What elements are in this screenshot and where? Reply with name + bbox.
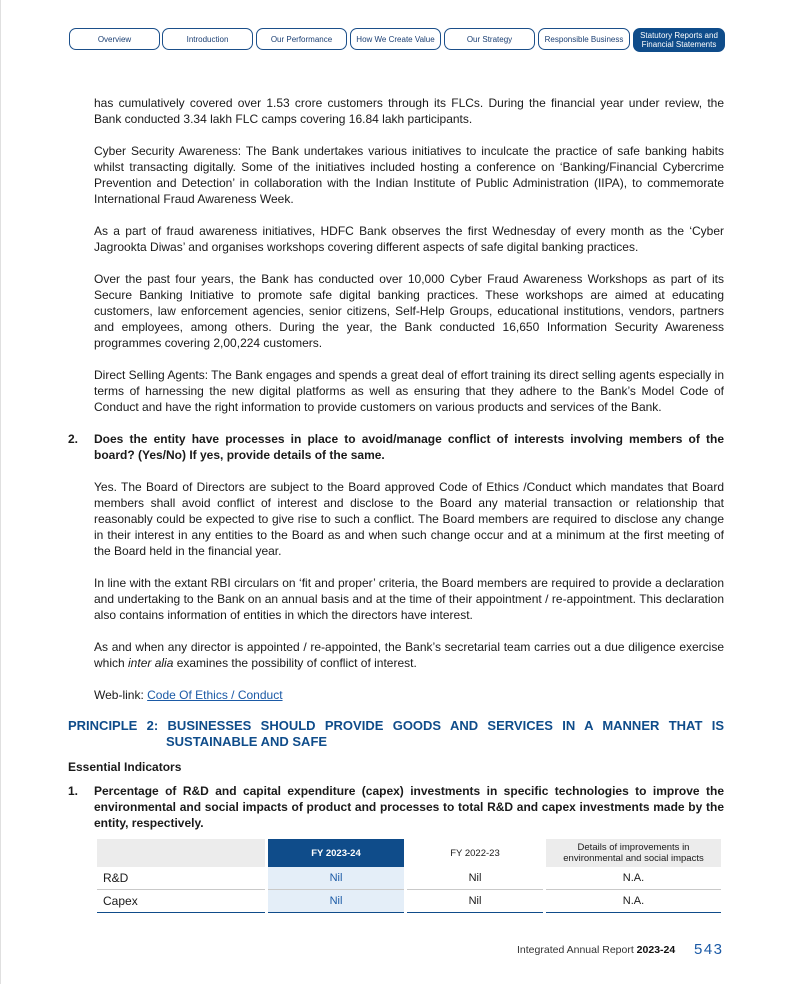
table-header-fy2024: FY 2023-24 xyxy=(268,839,404,867)
tab-overview[interactable]: Overview xyxy=(69,28,160,50)
tab-our-performance[interactable]: Our Performance xyxy=(256,28,347,50)
tab-how-we-create-value[interactable]: How We Create Value xyxy=(350,28,441,50)
principle-line-1: PRINCIPLE 2: BUSINESSES SHOULD PROVIDE GOODS AND SERVICES IN A MANNER THAT IS xyxy=(68,718,724,733)
page-edge xyxy=(0,0,1,984)
paragraph-text: Yes. The Board of Directors are subject to the Board approved Code of Ethics /Conduct which mandates that Board members shall avoid conflict of interest and disclose to the Board any material transaction or relationship that reasonably could be expected to give rise to such a conflict. The Board members are required to disclose any change in their interest in any entities to the Board as and when such change occur and at a minimum at the first meeting of the Board held in the financial year. xyxy=(94,480,724,558)
answer-2-para-2 xyxy=(94,575,724,623)
table-cell: Nil xyxy=(268,867,404,890)
question-number: 2. xyxy=(68,432,79,446)
table-header-blank xyxy=(97,839,265,867)
weblink-label: Web-link: xyxy=(94,688,148,702)
tab-statutory-reports[interactable] xyxy=(633,28,725,52)
footer-text: Integrated Annual Report xyxy=(517,944,637,956)
paragraph-workshops xyxy=(94,271,724,351)
table-cell: N.A. xyxy=(546,890,721,913)
paragraph-text: As a part of fraud awareness initiatives, HDFC Bank observes the first Wednesday of every month as the ‘Cyber Jagrookta Diwas’ and organises workshops covering different aspects of safe digital banking practices. xyxy=(94,224,724,254)
tab-introduction[interactable]: Introduction xyxy=(162,28,253,50)
table-cell: Nil xyxy=(407,890,543,913)
essential-indicators-heading: Essential Indicators xyxy=(68,760,182,774)
table-cell: Capex xyxy=(97,890,265,913)
paragraph-text: In line with the extant RBI circulars on ‘fit and proper’ criteria, the Board members are required to provide a declaration and undertaking to the Bank on an annual basis and at the time of their appointment / re-appointment. This declaration also contains information of entities in which the directors have interest. xyxy=(94,576,724,622)
paragraph-cyber-security xyxy=(94,143,724,207)
paragraph-text: As and when any director is appointed / re-appointed, the Bank’s secretarial team carries out a due diligence exercise which xyxy=(94,640,724,670)
tab-our-strategy[interactable]: Our Strategy xyxy=(444,28,535,50)
answer-2-para-1 xyxy=(94,479,724,559)
table-header-fy2023: FY 2022-23 xyxy=(407,839,543,867)
paragraph-text: examines the possibility of conflict of interest. xyxy=(173,656,417,670)
question-text: Does the entity have processes in place to avoid/manage conflict of interests involving members of the board? (Yes/No) If yes, provide details of the same. xyxy=(94,432,724,462)
table-row xyxy=(97,890,721,913)
table-cell: Nil xyxy=(268,890,404,913)
table-header-details: Details of improvements in environmental and social impacts xyxy=(546,839,721,867)
question-2 xyxy=(68,431,724,463)
table-cell: Nil xyxy=(407,867,543,890)
code-of-ethics-link[interactable]: Code Of Ethics / Conduct xyxy=(147,688,283,702)
question-1 xyxy=(68,783,724,831)
paragraph-text: Over the past four years, the Bank has conducted over 10,000 Cyber Fraud Awareness Workshops as part of its Secure Banking Initiative to promote safe digital banking practices. These workshops are aimed at educating customers, law enforcement agencies, senior citizens, Self-Help Groups, educational institutions, vendors, partners and employees, among others. During the year, the Bank conducted 16,650 Information Security Awareness programmes covering 2,00,224 customers. xyxy=(94,272,724,350)
footer-year: 2023-24 xyxy=(636,944,676,956)
question-text: Percentage of R&D and capital expenditure (capex) investments in specific technologies to improve the environmental and social impacts of product and processes to total R&D and capex investments made by the entity, respectively. xyxy=(94,784,724,830)
tab-responsible-business[interactable]: Responsible Business xyxy=(538,28,630,50)
paragraph-text: has cumulatively covered over 1.53 crore customers through its FLCs. During the financial year under review, the Bank conducted 3.34 lakh FLC camps covering 16.84 lakh participants. xyxy=(94,96,724,126)
question-number: 1. xyxy=(68,784,79,798)
tab-statutory-line1: Statutory Reports and xyxy=(640,31,718,40)
page-number: 543 xyxy=(694,941,724,958)
principle-line-2: SUSTAINABLE AND SAFE xyxy=(166,734,328,749)
principle-2-heading xyxy=(68,718,724,750)
table-row xyxy=(97,867,721,890)
top-navigation xyxy=(69,28,725,52)
paragraph-fraud-awareness xyxy=(94,223,724,255)
paragraph-text: Direct Selling Agents: The Bank engages and spends a great deal of effort training its direct selling agents especially in terms of harnessing the new digital platforms as well as ensuring that they adhere to the Bank’s Model Code of Conduct and have the right information to provide customers on various products and services of the Bank. xyxy=(94,368,724,414)
tab-statutory-line2: Financial Statements xyxy=(641,40,717,49)
table-cell: N.A. xyxy=(546,867,721,890)
paragraph-text: Cyber Security Awareness: The Bank undertakes various initiatives to inculcate the practice of safe banking habits whilst transacting digitally. Some of the initiatives included hosting a conference on ‘Banking/Financial Cybercrime Prevention and Detection’ in collaboration with the Indian Institute of Public Administration (IIPA), to commemorate International Fraud Awareness Week. xyxy=(94,144,724,206)
rnd-capex-table xyxy=(94,839,724,913)
footer-report-title xyxy=(517,944,675,956)
answer-2-para-3 xyxy=(94,639,724,671)
paragraph-direct-selling xyxy=(94,367,724,415)
weblink-line xyxy=(94,687,724,703)
italic-phrase: inter alia xyxy=(128,656,174,670)
paragraph-flc xyxy=(94,95,724,127)
table-cell: R&D xyxy=(97,867,265,890)
